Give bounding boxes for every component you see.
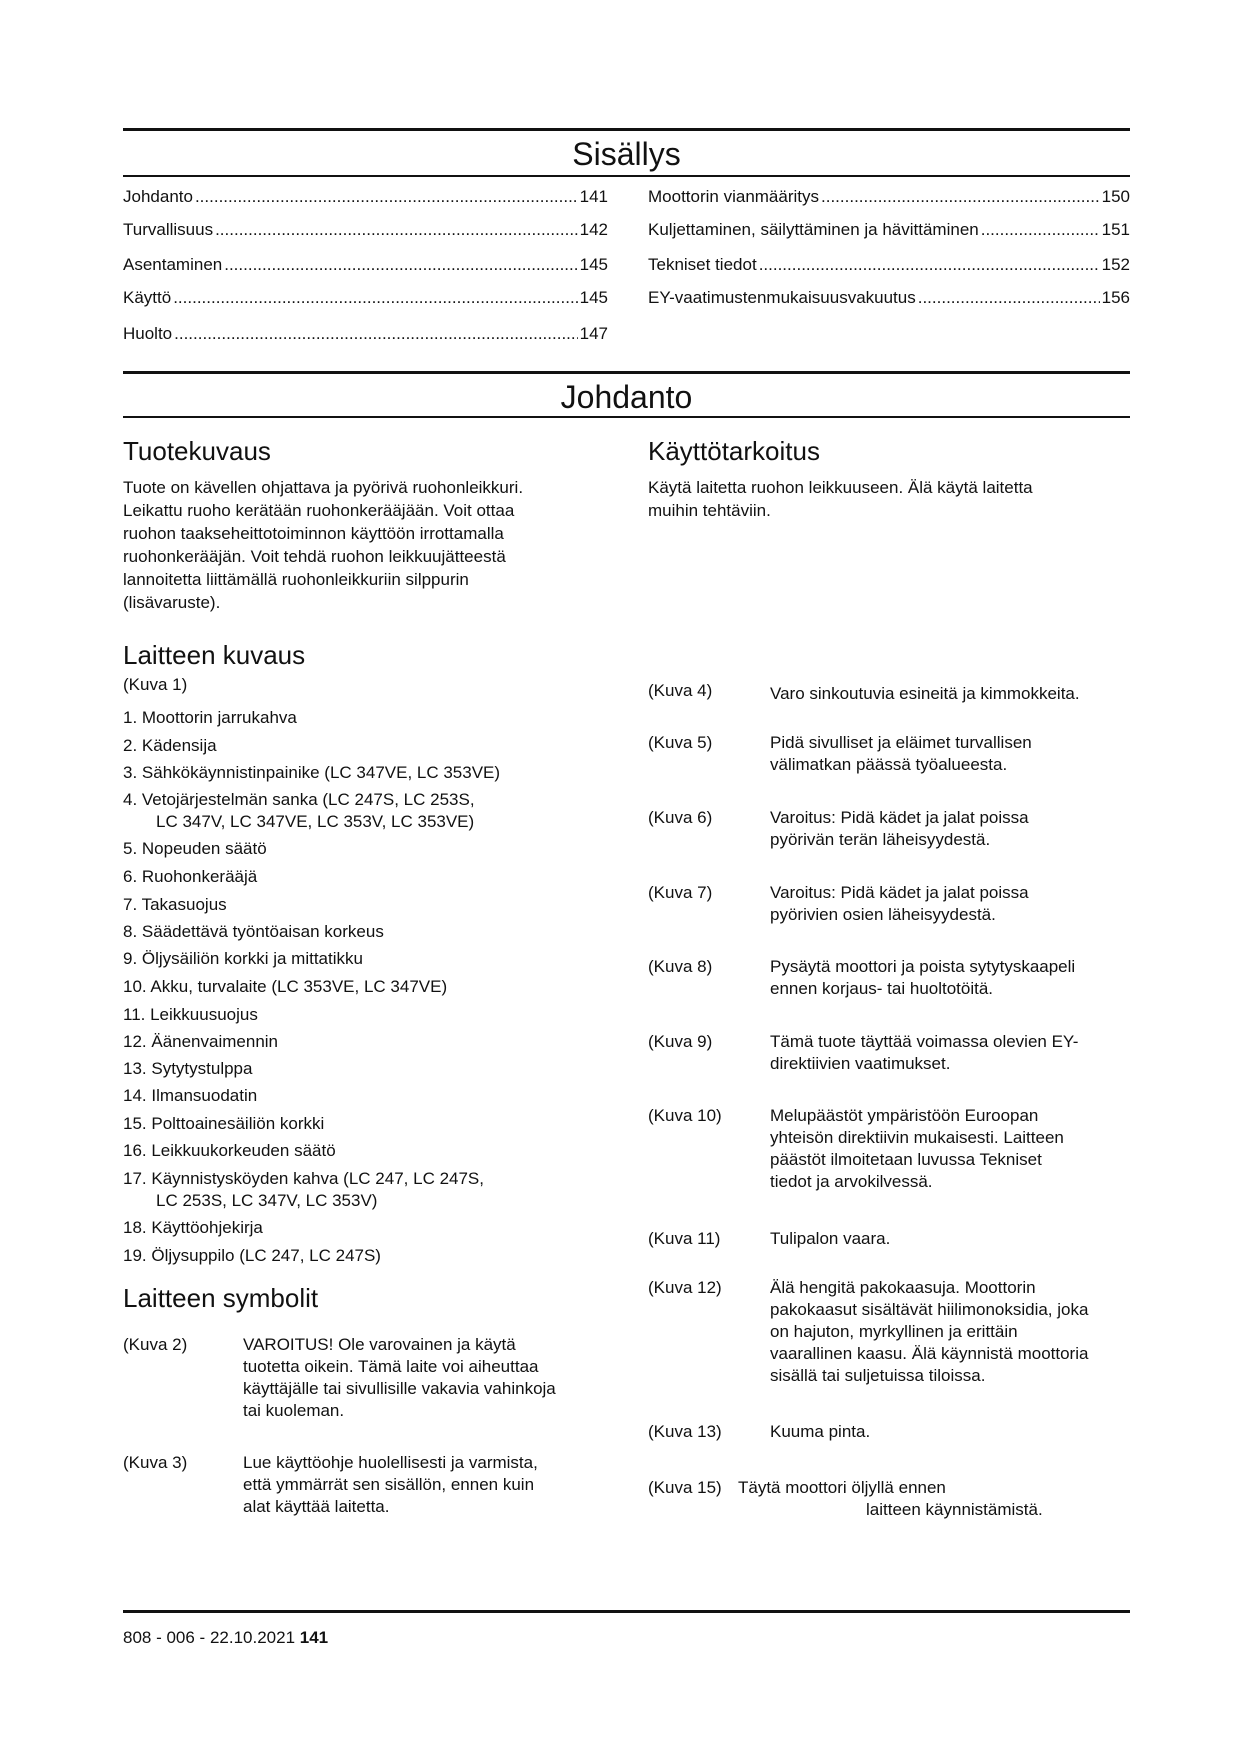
device-figure-ref: (Kuva 1) xyxy=(123,675,188,694)
list-item: 5. Nopeuden säätö xyxy=(123,839,267,858)
symbol-entry: (Kuva 10) Melupäästöt ympäristöön Euroopan yhteisön direktiivin mukaisesti. Laitteen päästöt ilmoitetaan luvussa Tekniset tiedot ja arvokilvessä. xyxy=(648,1106,1064,1191)
list-item: 19. Öljysuppilo (LC 247, LC 247S) xyxy=(123,1246,381,1265)
symbol-entry: (Kuva 5) Pidä sivulliset ja eläimet turvallisen välimatkan päässä työalueesta. xyxy=(648,733,1032,774)
footer-rule xyxy=(123,1610,1130,1613)
product-description-heading: Tuotekuvaus xyxy=(123,436,271,466)
toc-entry[interactable]: Turvallisuus ..... 142 xyxy=(123,219,608,241)
symbol-entry: (Kuva 13) Kuuma pinta. xyxy=(648,1422,871,1441)
toc-entry[interactable]: Kuljettaminen, säilyttäminen ja hävittäminen ..... 151 xyxy=(648,219,1130,241)
toc-title: Sisällys xyxy=(572,136,681,172)
symbol-entry: (Kuva 9) Tämä tuote täyttää voimassa olevien EY- direktiivien vaatimukset. xyxy=(648,1032,1079,1073)
symbol-entry: (Kuva 3) Lue käyttöohje huolellisesti ja varmista, että ymmärrät sen sisällön, ennen kuin alat käyttää laitetta. xyxy=(123,1453,538,1516)
list-item: 13. Sytytystulppa xyxy=(123,1059,253,1078)
list-item: 16. Leikkuukorkeuden säätö xyxy=(123,1141,336,1160)
list-item: 14. Ilmansuodatin xyxy=(123,1086,258,1105)
symbol-entry: (Kuva 2) VAROITUS! Ole varovainen ja käytä tuotetta oikein. Tämä laite voi aiheuttaa käyttäjälle tai sivullisille vakavia vahinkoja tai kuoleman. xyxy=(123,1335,556,1420)
symbol-entry: (Kuva 15) Täytä moottori öljyllä ennen laitteen käynnistämistä. xyxy=(648,1478,1043,1519)
list-item: 7. Takasuojus xyxy=(123,895,227,914)
toc-entry[interactable]: Asentaminen ..... 145 xyxy=(123,254,608,276)
list-item: 10. Akku, turvalaite (LC 353VE, LC 347VE) xyxy=(123,977,448,996)
toc-entry[interactable]: Tekniset tiedot ..... 152 xyxy=(648,254,1130,276)
intro-title-rule xyxy=(123,416,1130,418)
list-item: 11. Leikkuusuojus xyxy=(123,1005,258,1024)
symbol-entry: (Kuva 6) Varoitus: Pidä kädet ja jalat poissa pyörivän terän läheisyydestä. xyxy=(648,808,1029,849)
intended-use-heading: Käyttötarkoitus xyxy=(648,436,820,466)
symbol-entry: (Kuva 4) Varo sinkoutuvia esineitä ja kimmokkeita. xyxy=(648,681,1080,703)
list-item: LC 347V, LC 347VE, LC 353V, LC 353VE) xyxy=(156,812,475,831)
symbol-entry: (Kuva 11) Tulipalon vaara. xyxy=(648,1229,891,1248)
intro-title: Johdanto xyxy=(560,379,693,415)
list-item: 17. Käynnistysköyden kahva (LC 247, LC 247S, xyxy=(123,1169,484,1188)
list-item: 6. Ruohonkerääjä xyxy=(123,867,258,886)
toc-title-rule xyxy=(123,175,1130,177)
list-item: 12. Äänenvaimennin xyxy=(123,1032,279,1051)
intro-top-rule xyxy=(123,371,1130,374)
symbol-entry: (Kuva 8) Pysäytä moottori ja poista sytytyskaapeli ennen korjaus- tai huoltotöitä. xyxy=(648,957,1076,998)
symbol-entry: (Kuva 7) Varoitus: Pidä kädet ja jalat poissa pyörivien osien läheisyydestä. xyxy=(648,883,1029,924)
list-item: 9. Öljysäiliön korkki ja mittatikku xyxy=(123,949,363,968)
toc-entry[interactable]: Käyttö ..... 145 xyxy=(123,287,608,309)
product-description-text: Tuote on kävellen ohjattava ja pyörivä ruohonleikkuri. Leikattu ruoho kerätään ruohonkerääjään. Voit ottaa ruohon taakseheittotoiminnon käyttöön irrottamalla ruohonkerääjän. Voit tehdä ruohon leikkuujätteestä lannoitetta liittämällä ruohonleikkuriin silppurin (lisävaruste). xyxy=(123,478,524,612)
list-item: 15. Polttoainesäiliön korkki xyxy=(123,1114,325,1133)
document-code: 808 - 006 - 22.10.2021 xyxy=(123,1628,296,1647)
toc-entry[interactable]: Moottorin vianmääritys ..... 150 xyxy=(648,186,1130,208)
list-item: 18. Käyttöohjekirja xyxy=(123,1218,263,1237)
list-item: 8. Säädettävä työntöaisan korkeus xyxy=(123,922,384,941)
device-parts-list xyxy=(123,707,613,1277)
toc-entry[interactable]: Huolto ..... 147 xyxy=(123,323,608,345)
device-description-heading: Laitteen kuvaus xyxy=(123,640,306,670)
toc-top-rule xyxy=(123,128,1130,131)
toc-entry[interactable]: EY-vaatimustenmukaisuusvakuutus ..... 156 xyxy=(648,287,1130,309)
toc-entry[interactable]: Johdanto ..... 141 xyxy=(123,186,608,208)
page-footer xyxy=(123,1628,328,1648)
list-item: 1. Moottorin jarrukahva xyxy=(123,708,297,727)
device-symbols-heading: Laitteen symbolit xyxy=(123,1283,319,1313)
intended-use-text: Käytä laitetta ruohon leikkuuseen. Älä käytä laitetta muihin tehtäviin. xyxy=(648,478,1033,520)
list-item: 3. Sähkökäynnistinpainike (LC 347VE, LC 353VE) xyxy=(123,763,501,782)
list-item: 2. Kädensija xyxy=(123,736,217,755)
page-number: 141 xyxy=(299,1628,329,1647)
list-item: LC 253S, LC 347V, LC 353V) xyxy=(156,1191,378,1210)
list-item: 4. Vetojärjestelmän sanka (LC 247S, LC 253S, xyxy=(123,790,475,809)
symbol-entry: (Kuva 12) Älä hengitä pakokaasuja. Moottorin pakokaasut sisältävät hiilimonoksidia, joka on hajuton, myrkyllinen ja erittäin vaarallinen kaasu. Älä käynnistä moottoria sisällä tai suljetuissa tiloissa. xyxy=(648,1278,1089,1385)
